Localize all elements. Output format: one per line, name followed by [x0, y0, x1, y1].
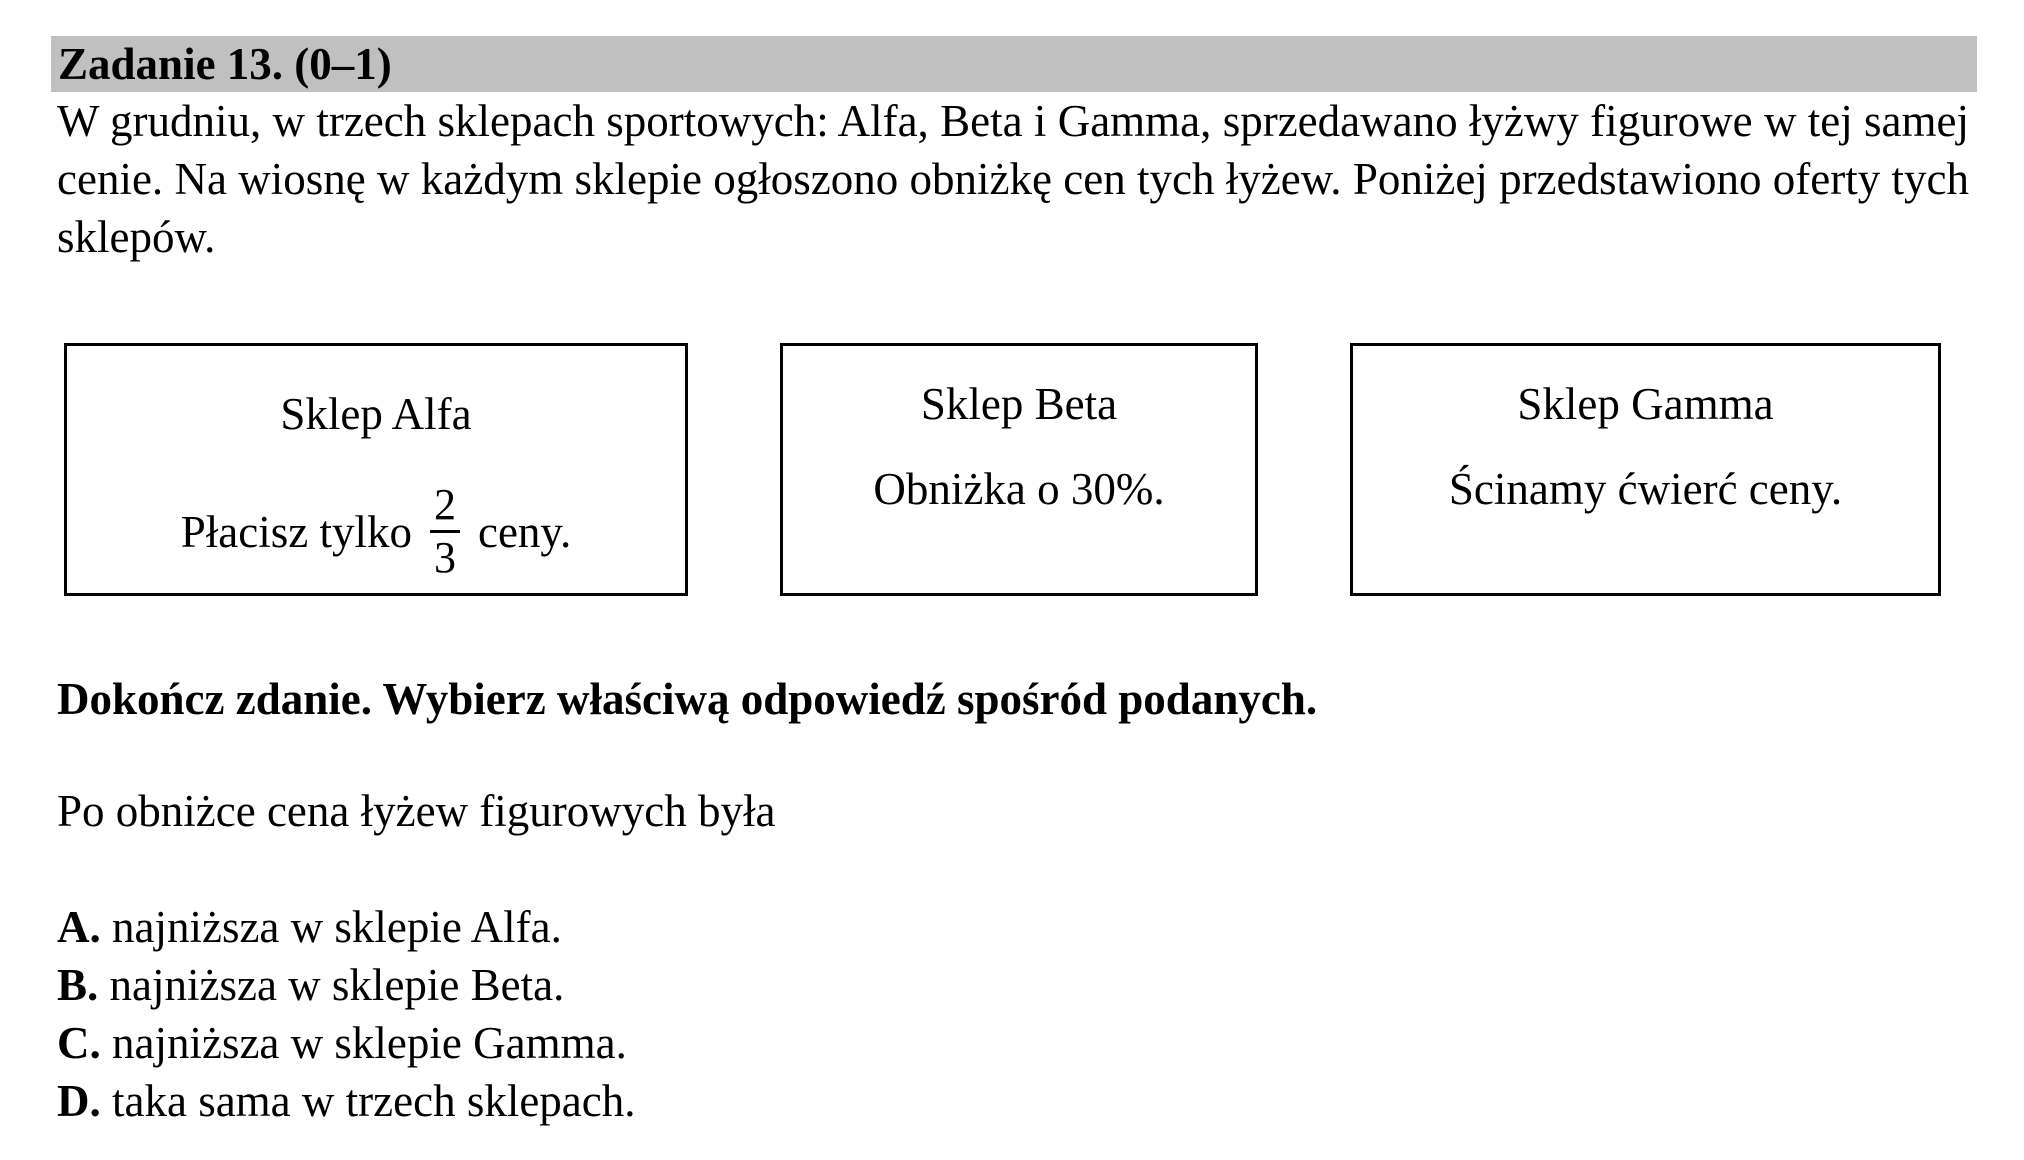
option-letter: D. [57, 1076, 101, 1126]
fraction-denominator: 3 [433, 533, 456, 582]
shop-alfa-offer-after: ceny. [477, 506, 572, 557]
question-stem: Po obniżce cena łyżew figurowych była [57, 786, 776, 836]
answer-option-c[interactable] [57, 1014, 636, 1072]
option-letter: A. [57, 902, 101, 952]
fraction-numerator: 2 [433, 480, 456, 529]
shop-alfa-title: Sklep Alfa [280, 389, 472, 439]
answer-option-b[interactable] [57, 956, 636, 1014]
shop-beta-offer: Obniżka o 30%. [873, 464, 1165, 514]
shop-alfa-box [64, 343, 688, 596]
option-text: najniższa w sklepie Alfa. [112, 902, 562, 952]
answer-option-d[interactable] [57, 1072, 636, 1130]
shop-beta-box [780, 343, 1258, 596]
answer-options [57, 898, 636, 1130]
task-instruction: Dokończ zdanie. Wybierz właściwą odpowiedź spośród podanych. [57, 674, 1318, 724]
option-letter: B. [57, 960, 99, 1010]
shop-beta-title: Sklep Beta [920, 379, 1118, 429]
fraction-two-thirds [430, 480, 460, 583]
answer-option-a[interactable] [57, 898, 636, 956]
shop-gamma-offer: Ścinamy ćwierć ceny. [1448, 464, 1843, 514]
option-text: taka sama w trzech sklepach. [112, 1076, 636, 1126]
task-title: Zadanie 13. (0–1) [58, 39, 392, 89]
task-intro: W grudniu, w trzech sklepach sportowych: Alfa, Beta i Gamma, sprzedawano łyżwy figurowe w tej samej cenie. Na wiosnę w każdym sklepie ogłoszono obniżkę cen tych łyżew. Poniżej przedstawiono oferty tych sklepów. [57, 96, 1969, 262]
option-text: najniższa w sklepie Beta. [109, 960, 565, 1010]
option-text: najniższa w sklepie Gamma. [112, 1018, 627, 1068]
shop-gamma-title: Sklep Gamma [1517, 379, 1774, 429]
shop-alfa-offer [67, 480, 685, 583]
option-letter: C. [57, 1018, 101, 1068]
shop-gamma-box [1350, 343, 1941, 596]
shop-alfa-offer-before: Płacisz tylko [180, 506, 412, 557]
